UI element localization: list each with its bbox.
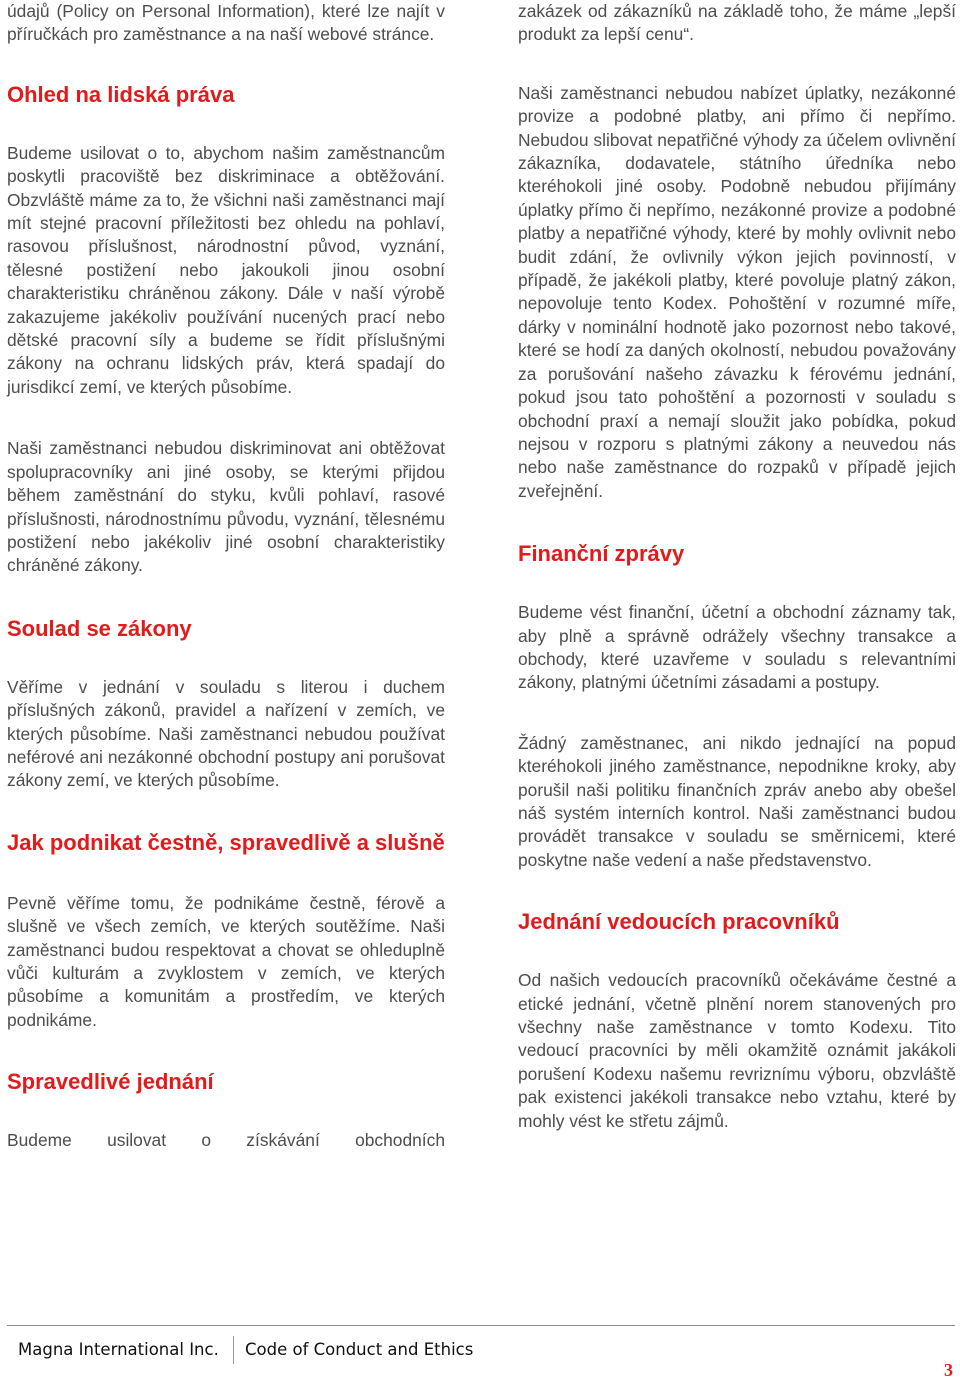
paragraph-compliance: Věříme v jednání v souladu s literou i duchem příslušných zákonů, pravidel a nařízení v zemích, ve kterých působíme. Naši zaměstnanci nebudou používat neférové ani nezákonné obchodní postupy ani porušovat zákony zemí, ve kterých působíme. [7, 676, 445, 791]
footer-document-title: Code of Conduct and Ethics [245, 1340, 474, 1359]
heading-fair-dealing: Spravedlivé jednání [7, 1069, 214, 1095]
heading-compliance: Soulad se zákony [7, 615, 192, 641]
paragraph-intro: údajů (Policy on Personal Information), které lze najít v příručkách pro zaměstnance a na naší webové stránce. [7, 1, 445, 45]
paragraph-financial-2: Žádný zaměstnanec, ani nikdo jednající na popud kteréhokoli jiného zaměstnance, nepodnikne kroky, aby porušil naši politiku finančních zpráv anebo aby obešel náš systém interních kontrol. Naši zaměstnanci budou provádět transakce v souladu se směrnicemi, které poskytne naše vedení a naše představenstvo. [518, 732, 956, 870]
footer-divider [7, 1325, 955, 1326]
paragraph-honest-business: Pevně věříme tomu, že podnikáme čestně, férově a slušně ve všech zemích, ve kterých soutěžíme. Naši zaměstnanci budou respektovat a chovat se ohleduplně vůči kulturám a zvyklostem v zemích, ve kterých působíme a komunitám a prostředím, ve kterých podnikáme. [7, 892, 445, 1030]
footer-company-name: Magna International Inc. [18, 1340, 219, 1359]
paragraph-bribes: Naši zaměstnanci nebudou nabízet úplatky, nezákonné provize a podobné platby, ani přímo či nepřímo. Nebudou slibovat nepatřičné výhody za účelem ovlivnění zákazníka, dodavatele, státního úředníka nebo kteréhokoli jiné osoby. Podobně nebudou přijímány úplatky přímo či nepřímo, nezákonné provize a podobné platby a nepatřičné výhody, které by mohly ovlivnit nebo budit zdání, že ovlivnily výkon jejich povinností, v případě, že jakékoli platby, které povoluje platný zákon, nepovoluje tento Kodex. Pohoštění v rozumné míře, dárky v nominální hodnotě jako pozornost nebo takové, které se hodí za daných okolností, nebudou považovány za porušování našeho závazku k férovému jednání, pokud jsou tato pohoštění a pozornosti v souladu s obchodní praxí a nemají sloužit jako pobídka, pokud nejsou v rozporu s platnými zákony a neuvedou nás nebo naše zaměstnance do rozpaků v případě jejich zveřejnění. [518, 82, 956, 501]
paragraph-fair-dealing-continued: zakázek od zákazníků na základě toho, že máme „lepší produkt za lepší cenu“. [518, 1, 956, 45]
footer-separator [233, 1336, 234, 1364]
heading-human-rights: Ohled na lidská práva [7, 81, 235, 107]
heading-executives: Jednání vedoucích pracovníků [518, 909, 840, 935]
paragraph-fair-dealing-start: Budeme usilovat o získávání obchodních [7, 1130, 445, 1151]
paragraph-executives: Od našich vedoucích pracovníků očekáváme čestné a etické jednání, včetně plnění norem stanovených pro všechny naše zaměstnance v tomto Kodexu. Tito vedoucí pracovníci by měli okamžitě oznámit jakákoli porušení Kodexu našemu revriznímu výboru, obzvláště pak existenci jakékoli transakce nebo vztahu, které by mohly vést ke střetu zájmů. [518, 970, 956, 1131]
paragraph-financial-1: Budeme vést finanční, účetní a obchodní záznamy tak, aby plně a správně odrážely všechny transakce a obchody, které uzavřeme v souladu s relevantními zákony, platnými účetními zásadami a postupy. [518, 602, 956, 693]
heading-financial-reports: Finanční zprávy [518, 541, 685, 567]
left-column [7, 0, 445, 1153]
heading-honest-business: Jak podnikat čestně, spravedlivě a slušně [7, 829, 445, 855]
paragraph-human-rights-2: Naši zaměstnanci nebudou diskriminovat ani obtěžovat spolupracovníky ani jiné osoby, se kterými přijdou během zaměstnání do styku, kvůli pohlaví, rasové příslušnosti, národnostnímu původu, vyznání, tělesnému postižení nebo jakékoliv jiné osobní charakteristiky chráněné zákony. [7, 438, 445, 576]
paragraph-human-rights-1: Budeme usilovat o to, abychom našim zaměstnancům poskytli pracoviště bez diskriminace a obtěžování. Obzvláště máme za to, že všichni naši zaměstnanci mají mít stejné pracovní příležitosti bez ohledu na pohlaví, rasovou příslušnost, národnostní původ, vyznání, tělesné postižení nebo jakoukoli jinou osobní charakteristiku chráněnou zákony. Dále v naší výrobě zakazujeme jakékoliv používání nucených prací nebo dětské pracovní síly a budeme se řídit příslušnými zákony na ochranu lidských práv, která spadají do jurisdikcí zemí, ve kterých působíme. [7, 142, 445, 397]
right-column [518, 0, 956, 1133]
page-number: 3 [944, 1360, 953, 1380]
